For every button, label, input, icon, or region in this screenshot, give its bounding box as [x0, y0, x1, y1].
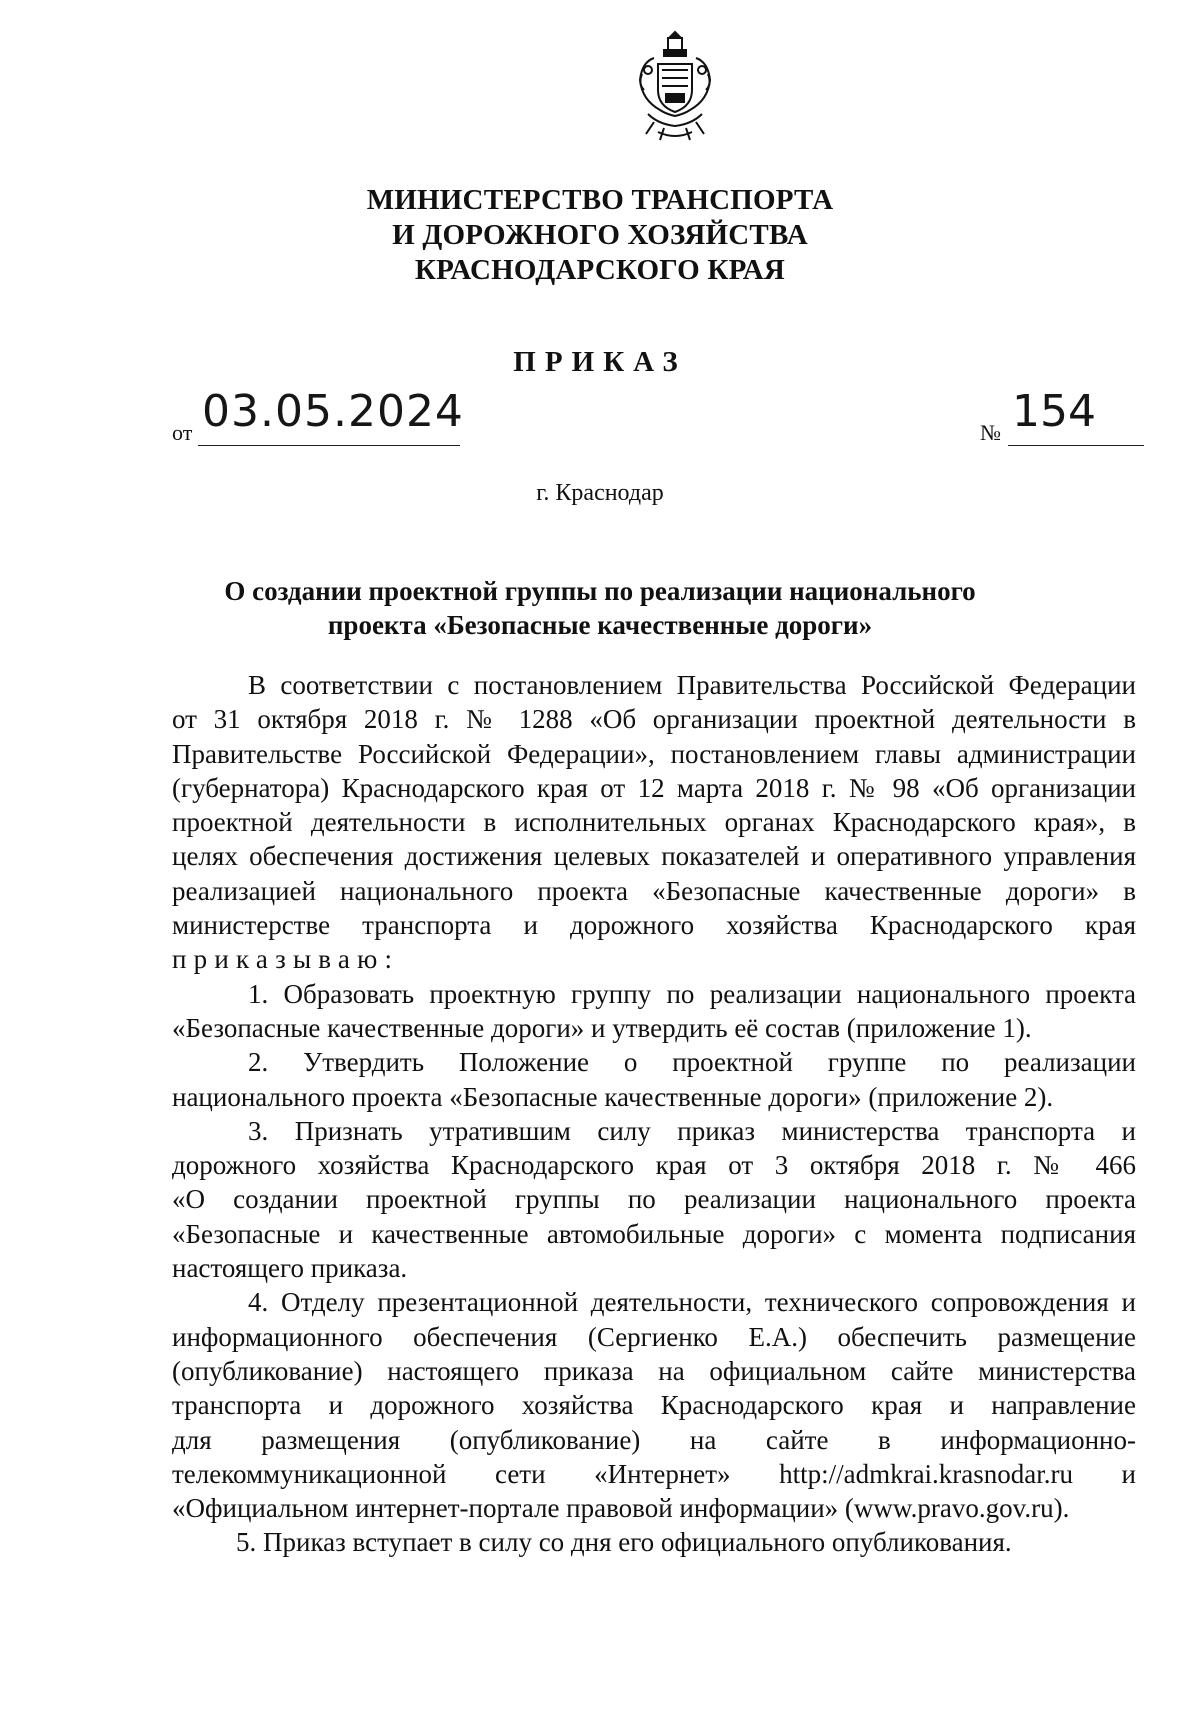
item-4-line: транспорта и дорожного хозяйства Краснодарского края и направление — [172, 1390, 1136, 1421]
item-3-line: «Безопасные и качественные автомобильные дороги» с момента подписания — [172, 1218, 1136, 1249]
item-4-line: для размещения (опубликование) на сайте в информационно- — [172, 1424, 1136, 1455]
body-line: реализацией национального проекта «Безопасные качественные дороги» в — [172, 875, 1136, 906]
item-4-line: 4. Отделу презентационной деятельности, технического сопровождения и — [248, 1287, 1136, 1318]
item-2-line: национального проекта «Безопасные качественные дороги» (приложение 2). — [172, 1081, 1054, 1112]
item-1-line: 1. Образовать проектную группу по реализации национального проекта — [248, 978, 1136, 1009]
order-verb: приказываю: — [172, 944, 400, 975]
ministry-name-line: КРАСНОДАРСКОГО КРАЯ — [414, 254, 786, 286]
handwritten-number: 154 — [1012, 386, 1096, 437]
item-3-line: «О создании проектной группы по реализации национального проекта — [172, 1184, 1136, 1215]
document-type-title: ПРИКАЗ — [513, 346, 687, 378]
item-4-line: телекоммуникационной сети «Интернет» http://admkrai.krasnodar.ru и — [172, 1458, 1136, 1489]
item-2-line: 2. Утвердить Положение о проектной группе по реализации — [248, 1047, 1136, 1078]
body-line: Правительстве Российской Федерации», постановлением главы администрации — [172, 738, 1136, 769]
item-4-line: (опубликование) настоящего приказа на официальном сайте министерства — [172, 1355, 1136, 1386]
date-underline — [198, 445, 460, 446]
item-3-line: дорожного хозяйства Краснодарского края от 3 октября 2018 г. № 466 — [172, 1150, 1136, 1181]
city-label: г. Краснодар — [536, 480, 664, 506]
date-label: от — [172, 420, 193, 445]
coat-of-arms-icon — [628, 28, 722, 146]
item-5-line: 5. Приказ вступает в силу со дня его официального опубликования. — [236, 1527, 1012, 1558]
item-4-line: «Официальном интернет-портале правовой информации» (www.pravo.gov.ru). — [172, 1493, 1070, 1524]
ministry-name — [0, 183, 1200, 288]
body-line: от 31 октября 2018 г. № 1288 «Об организации проектной деятельности в — [172, 704, 1136, 735]
order-body — [172, 668, 1136, 1560]
item-3-line: настоящего приказа. — [172, 1253, 408, 1284]
ministry-name-line: МИНИСТЕРСТВО ТРАНСПОРТА — [366, 184, 834, 216]
number-label: № — [980, 420, 1001, 445]
ministry-name-line: И ДОРОЖНОГО ХОЗЯЙСТВА — [392, 219, 808, 251]
number-underline — [1008, 445, 1144, 446]
body-line: министерстве транспорта и дорожного хозяйства Краснодарского края — [172, 910, 1136, 941]
body-line: целях обеспечения достижения целевых показателей и оперативного управления — [172, 841, 1136, 872]
body-line: В соответствии с постановлением Правительства Российской Федерации — [248, 670, 1136, 700]
subject-line: проекта «Безопасные качественные дороги» — [327, 610, 873, 640]
item-4-line: информационного обеспечения (Сергиенко Е.А.) обеспечить размещение — [172, 1321, 1136, 1352]
item-3-line: 3. Признать утратившим силу приказ министерства транспорта и — [248, 1115, 1136, 1146]
item-1-line: «Безопасные качественные дороги» и утвердить её состав (приложение 1). — [172, 1012, 1032, 1043]
subject-line: О создании проектной группы по реализации национального — [224, 576, 976, 606]
order-subject — [0, 574, 1200, 642]
body-line: проектной деятельности в исполнительных органах Краснодарского края», в — [172, 807, 1136, 838]
handwritten-date: 03.05.2024 — [202, 386, 464, 437]
body-line: (губернатора) Краснодарского края от 12 марта 2018 г. № 98 «Об организации — [172, 772, 1136, 803]
